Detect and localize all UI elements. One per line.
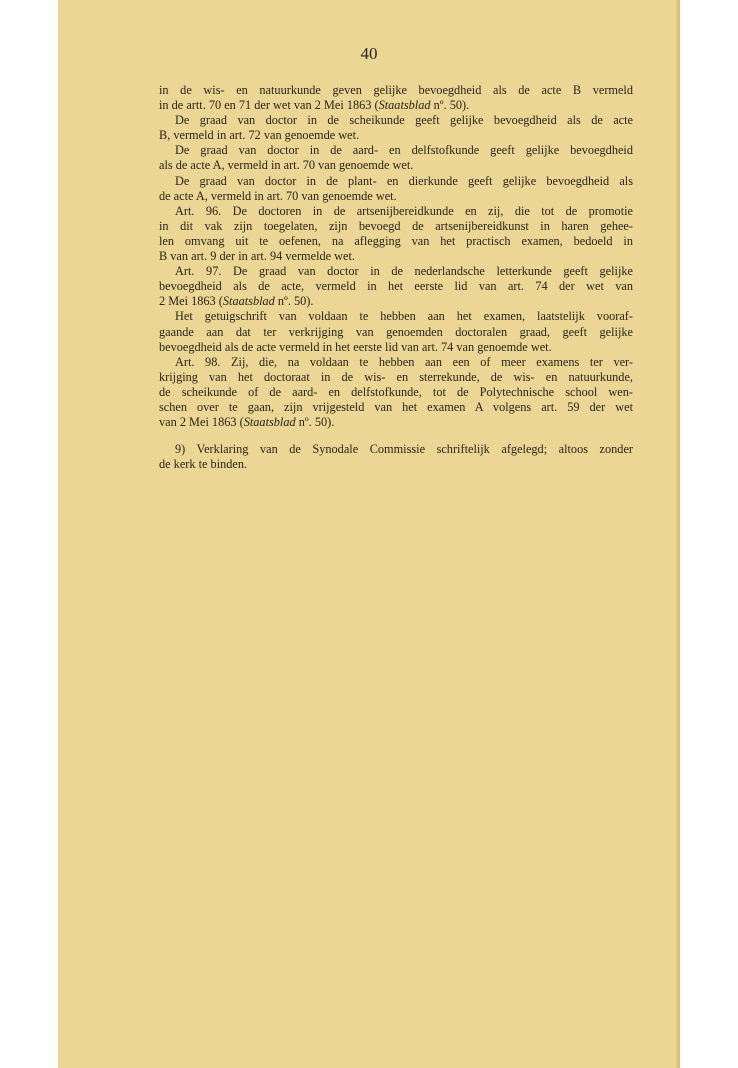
text-run: de acte A, vermeld in art. 70 van genoemde wet. bbox=[159, 188, 397, 203]
text-run: 2 Mei 1863 ( bbox=[159, 294, 223, 309]
text-line bbox=[159, 174, 633, 189]
text-run: B, vermeld in art. 72 van genoemde wet. bbox=[159, 128, 360, 143]
paragraph bbox=[159, 174, 633, 204]
text-line bbox=[159, 385, 633, 400]
text-run: Het getuigschrift van voldaan te hebben aan het examen, laatstelijk vooraf- bbox=[175, 309, 633, 324]
text-run: bevoegdheid als de acte, vermeld in het eerste lid van art. 74 der wet van bbox=[159, 279, 633, 294]
text-line bbox=[159, 325, 633, 340]
text-run: nº. 50). bbox=[295, 415, 335, 430]
text-run: in dit vak zijn toegelaten, zijn bevoegd de artsenijbereidkunst in haren gehee- bbox=[159, 218, 633, 233]
body-text bbox=[159, 83, 633, 472]
page-edge-shadow bbox=[676, 0, 680, 1068]
text-line bbox=[159, 158, 633, 173]
scanned-page bbox=[58, 0, 680, 1068]
text-line bbox=[159, 355, 633, 370]
paragraph bbox=[159, 143, 633, 173]
text-line bbox=[159, 189, 633, 204]
text-line bbox=[159, 204, 633, 219]
text-line bbox=[159, 370, 633, 385]
text-line bbox=[159, 83, 633, 98]
paragraph bbox=[159, 113, 633, 143]
text-run: B van art. 9 der in art. 94 vermelde wet. bbox=[159, 249, 355, 264]
text-run: 9) Verklaring van de Synodale Commissie schriftelijk afgelegd; altoos zonder bbox=[175, 442, 633, 457]
italic-text: Staatsblad bbox=[222, 294, 275, 309]
text-run: De graad van doctor in de scheikunde geeft gelijke bevoegdheid als de acte bbox=[175, 113, 633, 128]
text-run: in de artt. 70 en 71 der wet van 2 Mei 1863 ( bbox=[159, 98, 379, 113]
text-run: nº. 50). bbox=[430, 98, 470, 113]
text-run: Art. 98. Zij, die, na voldaan te hebben aan een of meer examens ter ver- bbox=[175, 354, 633, 369]
text-line bbox=[159, 294, 633, 309]
italic-text: Staatsblad bbox=[378, 98, 431, 113]
text-line bbox=[159, 128, 633, 143]
text-line bbox=[159, 143, 633, 158]
text-run: nº. 50). bbox=[274, 294, 314, 309]
text-run: Art. 97. De graad van doctor in de nederlandsche letterkunde geeft gelijke bbox=[175, 264, 633, 279]
text-line bbox=[159, 219, 633, 234]
italic-text: Staatsblad bbox=[243, 415, 296, 430]
page-number: 40 bbox=[360, 44, 378, 63]
text-line bbox=[159, 279, 633, 294]
text-line bbox=[159, 234, 633, 249]
text-line bbox=[159, 98, 633, 113]
text-run: de scheikunde of de aard- en delfstofkunde, tot de Polytechnische school wen- bbox=[159, 384, 633, 399]
text-run: bevoegdheid als de acte vermeld in het eerste lid van art. 74 van genoemde wet. bbox=[159, 339, 552, 354]
text-run: in de wis- en natuurkunde geven gelijke bevoegdheid als de acte B vermeld bbox=[159, 83, 633, 97]
text-run: als de acte A, vermeld in art. 70 van genoemde wet. bbox=[159, 158, 414, 173]
text-line bbox=[159, 340, 633, 355]
paragraph bbox=[159, 83, 633, 113]
text-line bbox=[159, 457, 633, 472]
text-line bbox=[159, 113, 633, 128]
text-line bbox=[159, 442, 633, 457]
paragraph bbox=[159, 264, 633, 309]
text-line bbox=[159, 400, 633, 415]
text-run: de kerk te binden. bbox=[159, 457, 248, 472]
paragraph bbox=[159, 309, 633, 354]
text-line bbox=[159, 309, 633, 324]
paragraph bbox=[159, 355, 633, 430]
text-run: gaande aan dat ter verkrijging van genoemden doctoralen graad, geeft gelijke bbox=[159, 324, 633, 339]
text-line bbox=[159, 415, 633, 430]
paragraph bbox=[159, 204, 633, 264]
text-run: van 2 Mei 1863 ( bbox=[159, 415, 244, 430]
text-run: schen over te gaan, zijn vrijgesteld van het examen A volgens art. 59 der wet bbox=[159, 399, 633, 414]
text-run: Art. 96. De doctoren in de artsenijbereidkunde en zij, die tot de promotie bbox=[175, 203, 633, 218]
text-run: De graad van doctor in de plant- en dierkunde geeft gelijke bevoegdheid als bbox=[175, 173, 633, 188]
text-line bbox=[159, 249, 633, 264]
text-run: len omvang uit te oefenen, na aflegging van het practisch examen, bedoeld in bbox=[159, 233, 633, 248]
text-run: krijging van het doctoraat in de wis- en sterrekunde, de wis- en natuurkunde, bbox=[159, 369, 633, 384]
text-line bbox=[159, 264, 633, 279]
footnote bbox=[159, 442, 633, 472]
text-run: De graad van doctor in de aard- en delfstofkunde geeft gelijke bevoegdheid bbox=[175, 143, 633, 158]
